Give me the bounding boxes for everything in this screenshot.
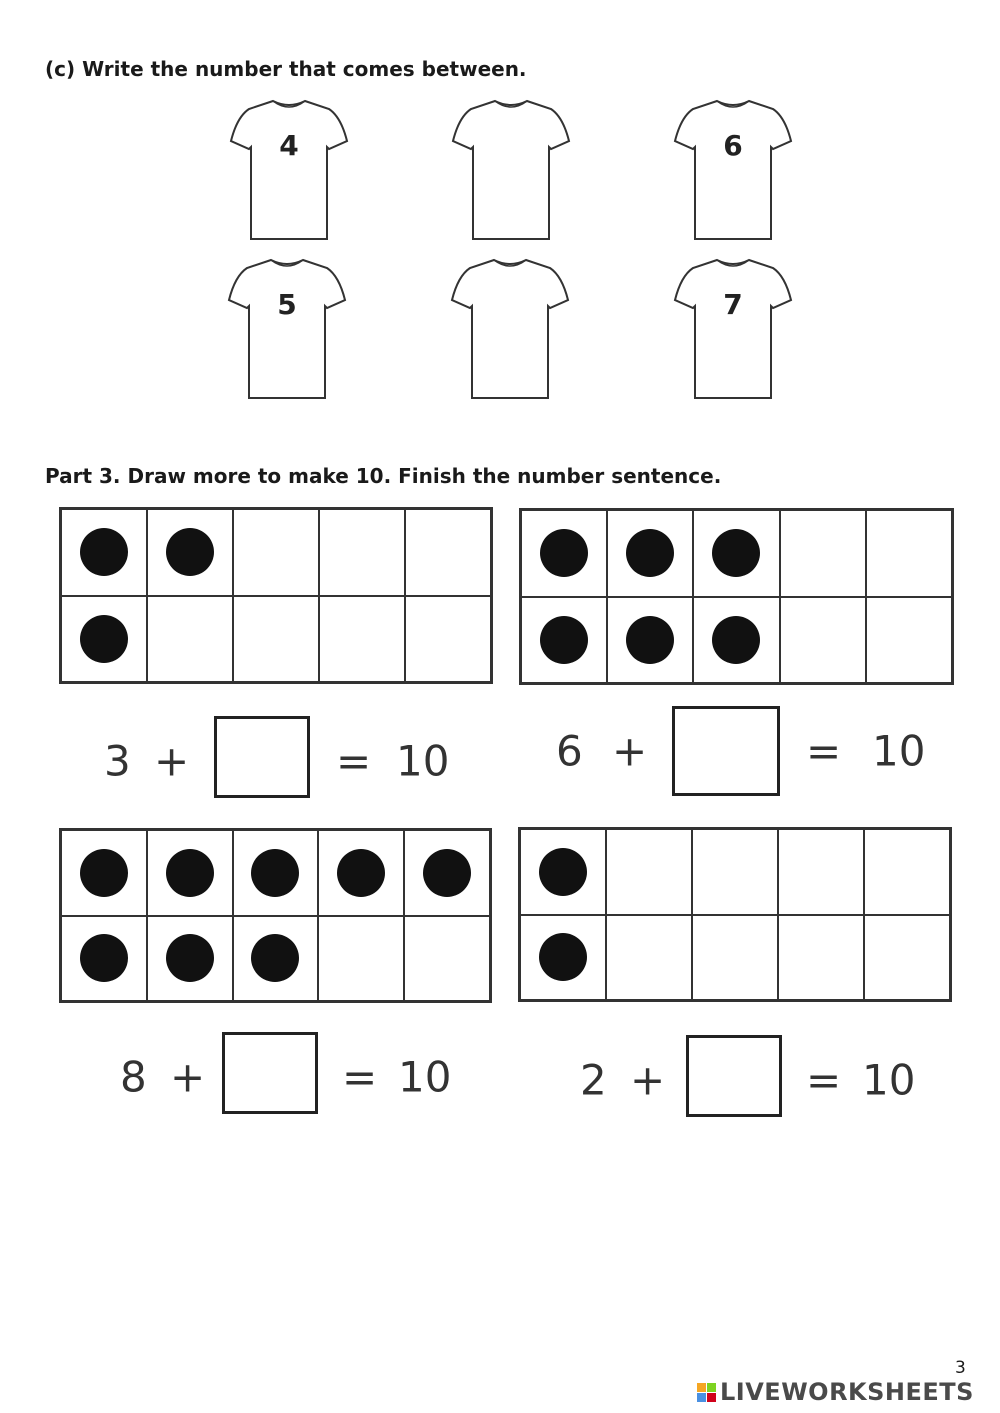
- equals-sign: =: [806, 1055, 842, 1105]
- ten-frame-cell[interactable]: [606, 829, 692, 915]
- ten-frame-cell[interactable]: [405, 596, 491, 683]
- ten-frame-cell[interactable]: [607, 510, 693, 597]
- ten-frame-cell[interactable]: [405, 509, 491, 596]
- ten-frame-cell[interactable]: [318, 830, 404, 916]
- plus-sign: +: [170, 1052, 206, 1102]
- equals-sign: =: [806, 726, 842, 776]
- equation-start: 2: [580, 1055, 607, 1105]
- ten-frame-cell[interactable]: [147, 596, 233, 683]
- ten-frame-cell[interactable]: [318, 916, 404, 1002]
- ten-frame-cell[interactable]: [521, 510, 607, 597]
- shirt-number: 4: [279, 129, 299, 162]
- counter-dot: [712, 529, 760, 577]
- plus-sign: +: [154, 736, 190, 786]
- plus-sign: +: [630, 1055, 666, 1105]
- ten-frame-cell[interactable]: [233, 596, 319, 683]
- ten-frame-cell[interactable]: [864, 829, 950, 915]
- counter-dot: [80, 528, 128, 576]
- ten-frame-cell[interactable]: [233, 830, 319, 916]
- section-c-heading: (c) Write the number that comes between.: [45, 57, 527, 81]
- tshirt-icon: [449, 97, 573, 243]
- equation-total: 10: [398, 1052, 452, 1102]
- ten-frame-cell[interactable]: [147, 509, 233, 596]
- equation-1: [100, 716, 460, 806]
- counter-dot: [166, 934, 214, 982]
- ten-frame-cell[interactable]: [147, 916, 233, 1002]
- ten-frame-cell[interactable]: [864, 915, 950, 1001]
- counter-dot: [626, 616, 674, 664]
- equation-total: 10: [872, 726, 926, 776]
- equation-start: 8: [120, 1052, 147, 1102]
- equation-start: 3: [104, 736, 131, 786]
- counter-dot: [626, 529, 674, 577]
- counter-dot: [166, 849, 214, 897]
- ten-frame-cell[interactable]: [319, 596, 405, 683]
- tshirt-icon: [448, 256, 572, 402]
- answer-input[interactable]: [217, 719, 311, 797]
- equation-3: [116, 1032, 476, 1122]
- answer-box[interactable]: [222, 1032, 318, 1114]
- counter-dot: [80, 615, 128, 663]
- answer-input[interactable]: [689, 1038, 783, 1116]
- equation-total: 10: [862, 1055, 916, 1105]
- ten-frame-cell[interactable]: [61, 916, 147, 1002]
- ten-frame-cell[interactable]: [778, 915, 864, 1001]
- counter-dot: [712, 616, 760, 664]
- brand-name: LIVEWORKSHEETS: [720, 1378, 974, 1406]
- counter-dot: [251, 849, 299, 897]
- tshirt-icon: [671, 256, 795, 402]
- counter-dot: [540, 529, 588, 577]
- counter-dot: [251, 934, 299, 982]
- counter-dot: [540, 616, 588, 664]
- ten-frame-cell[interactable]: [606, 915, 692, 1001]
- shirt-row2-middle[interactable]: [448, 256, 572, 402]
- counter-dot: [80, 849, 128, 897]
- part3-heading: Part 3. Draw more to make 10. Finish the number sentence.: [45, 464, 722, 488]
- equals-sign: =: [336, 736, 372, 786]
- answer-box[interactable]: [686, 1035, 782, 1117]
- shirt-number: 5: [277, 288, 297, 321]
- shirt-row1-middle[interactable]: [449, 97, 573, 243]
- ten-frame-cell[interactable]: [693, 510, 779, 597]
- counter-dot: [166, 528, 214, 576]
- ten-frame-cell[interactable]: [520, 915, 606, 1001]
- answer-input[interactable]: [225, 1035, 319, 1113]
- ten-frame-cell[interactable]: [692, 915, 778, 1001]
- equation-2: [556, 706, 936, 796]
- equation-total: 10: [396, 736, 450, 786]
- ten-frame-cell[interactable]: [521, 597, 607, 684]
- ten-frame-cell[interactable]: [233, 509, 319, 596]
- ten-frame-cell[interactable]: [404, 830, 490, 916]
- counter-dot: [80, 934, 128, 982]
- ten-frame-1: [59, 507, 493, 684]
- shirt-row1-right: [671, 97, 795, 243]
- ten-frame-cell[interactable]: [147, 830, 233, 916]
- equation-start: 6: [556, 726, 583, 776]
- ten-frame-cell[interactable]: [233, 916, 319, 1002]
- tshirt-icon: [225, 256, 349, 402]
- ten-frame-cell[interactable]: [693, 597, 779, 684]
- ten-frame-cell[interactable]: [520, 829, 606, 915]
- plus-sign: +: [612, 726, 648, 776]
- ten-frame-cell[interactable]: [780, 510, 866, 597]
- counter-dot: [423, 849, 471, 897]
- ten-frame-cell[interactable]: [692, 829, 778, 915]
- equation-4: [578, 1035, 938, 1125]
- ten-frame-2: [519, 508, 954, 685]
- answer-box[interactable]: [672, 706, 780, 796]
- ten-frame-4: [518, 827, 952, 1002]
- equals-sign: =: [342, 1052, 378, 1102]
- shirt-row2-left: [225, 256, 349, 402]
- shirt-answer-input[interactable]: [489, 127, 537, 169]
- ten-frame-cell[interactable]: [61, 596, 147, 683]
- tshirt-icon: [227, 97, 351, 243]
- liveworksheets-logo[interactable]: [697, 1376, 974, 1408]
- shirt-answer-input[interactable]: [488, 286, 536, 328]
- shirt-number: 6: [723, 129, 743, 162]
- ten-frame-cell[interactable]: [780, 597, 866, 684]
- ten-frame-3: [59, 828, 492, 1003]
- counter-dot: [539, 933, 587, 981]
- ten-frame-cell[interactable]: [61, 509, 147, 596]
- ten-frame-cell[interactable]: [607, 597, 693, 684]
- ten-frame-cell[interactable]: [319, 509, 405, 596]
- page-number: 3: [955, 1358, 966, 1378]
- answer-input[interactable]: [675, 709, 781, 795]
- ten-frame-cell[interactable]: [61, 830, 147, 916]
- shirt-number: 7: [723, 288, 743, 321]
- ten-frame-cell[interactable]: [778, 829, 864, 915]
- counter-dot: [539, 848, 587, 896]
- answer-box[interactable]: [214, 716, 310, 798]
- ten-frame-cell[interactable]: [404, 916, 490, 1002]
- shirt-row2-right: [671, 256, 795, 402]
- counter-dot: [337, 849, 385, 897]
- ten-frame-cell[interactable]: [866, 597, 952, 684]
- ten-frame-cell[interactable]: [866, 510, 952, 597]
- tshirt-icon: [671, 97, 795, 243]
- shirt-row1-left: [227, 97, 351, 243]
- brand-mark-icon: [697, 1383, 716, 1402]
